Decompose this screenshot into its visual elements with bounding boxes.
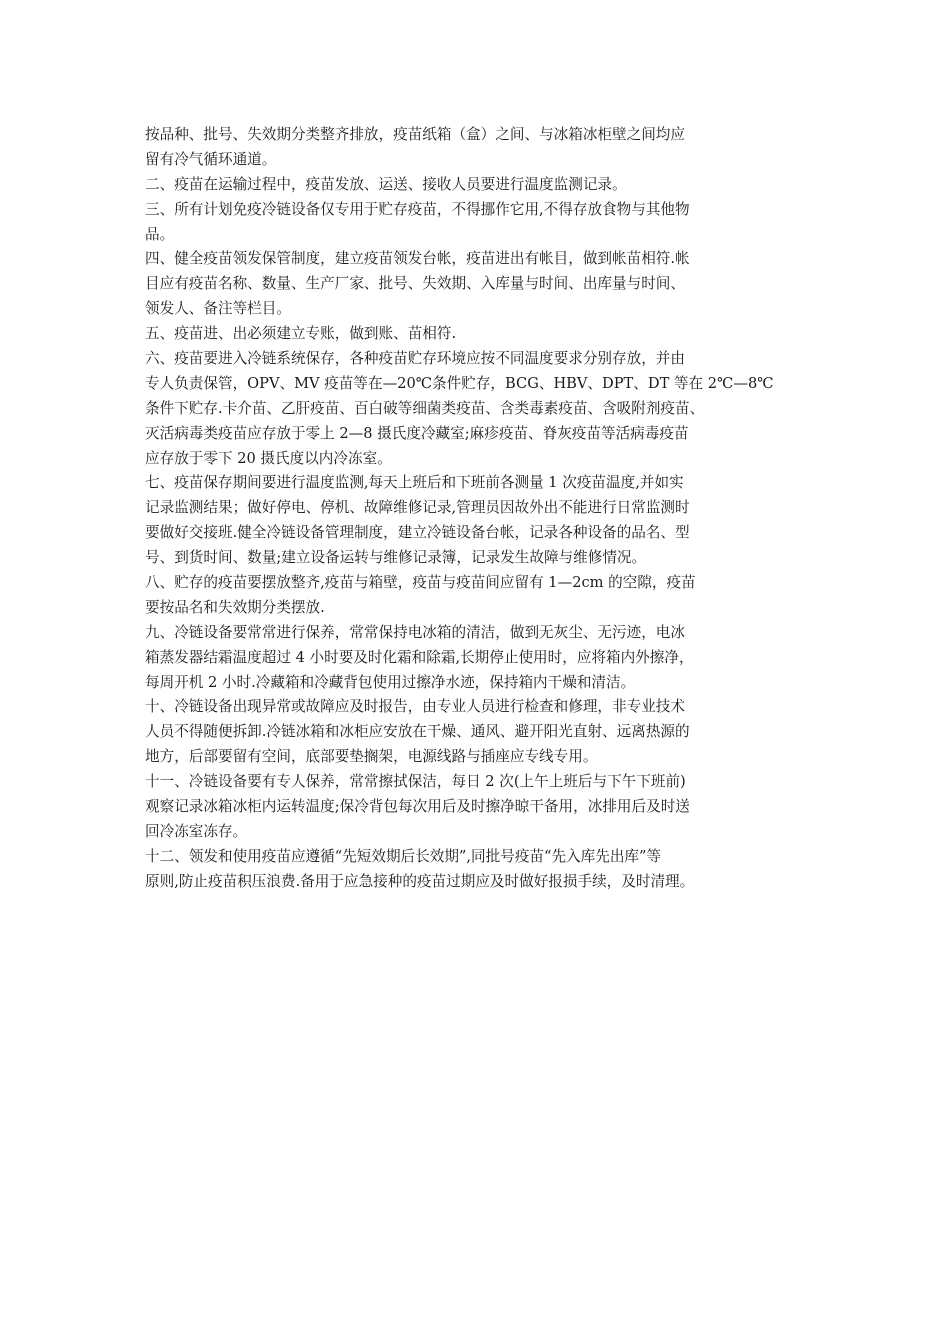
text-line: 目应有疫苗名称、数量、生产厂家、批号、失效期、入库量与时间、出库量与时间、: [145, 275, 685, 293]
text-line: 十二、领发和使用疫苗应遵循“先短效期后长效期”,同批号疫苗“先入库先出库”等: [145, 847, 662, 865]
text-line: 四、健全疫苗领发保管制度，建立疫苗领发台帐，疫苗进出有帐目，做到帐苗相符.帐: [145, 250, 690, 268]
text-line: 要做好交接班.健全冷链设备管理制度，建立冷链设备台帐，记录各种设备的品名、型: [145, 524, 690, 542]
text-line: 十一、冷链设备要有专人保养，常常擦拭保洁，每日 2 次(上午上班后与下午下班前): [145, 773, 686, 791]
text-line: 号、到货时间、数量;建立设备运转与维修记录簿，记录发生故障与维修情况。: [145, 549, 647, 567]
text-line: 人员不得随便拆卸.冷链冰箱和冰柜应安放在干燥、通风、避开阳光直射、远离热源的: [145, 723, 690, 741]
text-line: 应存放于零下 20 摄氏度以内冷冻室。: [145, 449, 392, 467]
text-line: 品。: [145, 225, 175, 243]
text-line: 留有冷气循环通道。: [145, 150, 277, 168]
text-line: 八、贮存的疫苗要摆放整齐,疫苗与箱壁，疫苗与疫苗间应留有 1—2cm 的空隙，疫苗: [145, 574, 696, 592]
text-line: 记录监测结果；做好停电、停机、故障维修记录,管理员因故外出不能进行日常监测时: [145, 499, 690, 517]
text-line: 二、疫苗在运输过程中，疫苗发放、运送、接收人员要进行温度监测记录。: [145, 175, 627, 193]
text-line: 灭活病毒类疫苗应存放于零上 2—8 摄氏度冷藏室;麻疹疫苗、脊灰疫苗等活病毒疫苗: [145, 424, 689, 442]
text-line: 五、疫苗进、出必须建立专账，做到账、苗相符.: [145, 325, 457, 343]
text-line: 条件下贮存.卡介苗、乙肝疫苗、百白破等细菌类疫苗、含类毒素疫苗、含吸附剂疫苗、: [145, 399, 705, 417]
text-line: 地方，后部要留有空间，底部要垫搁架，电源线路与插座应专线专用。: [145, 748, 598, 766]
text-line: 观察记录冰箱冰柜内运转温度;保冷背包每次用后及时擦净晾干备用，冰排用后及时送: [145, 798, 690, 816]
text-line: 专人负责保管，OPV、MV 疫苗等在—20℃条件贮存，BCG、HBV、DPT、DT 等在 2℃—8℃: [145, 374, 774, 392]
text-line: 九、冷链设备要常常进行保养，常常保持电冰箱的清洁，做到无灰尘、无污迹，电冰: [145, 623, 685, 641]
text-line: 领发人、备注等栏目。: [145, 300, 291, 318]
text-line: 要按品名和失效期分类摆放.: [145, 598, 325, 616]
document-body: [145, 123, 817, 895]
text-line: 六、疫苗要进入冷链系统保存，各种疫苗贮存环境应按不同温度要求分别存放，并由: [145, 350, 685, 368]
text-line: 箱蒸发器结霜温度超过 4 小时要及时化霜和除霜,长期停止使用时，应将箱内外擦净，: [145, 648, 694, 666]
text-line: 按品种、批号、失效期分类整齐排放，疫苗纸箱（盒）之间、与冰箱冰柜壁之间均应: [145, 126, 685, 143]
text-line: 三、所有计划免疫冷链设备仅专用于贮存疫苗，不得挪作它用,不得存放食物与其他物: [145, 200, 690, 218]
text-line: 十、冷链设备出现异常或故障应及时报告，由专业人员进行检查和修理，非专业技术: [145, 698, 685, 716]
text-line: 每周开机 2 小时.冷藏箱和冷藏背包使用过擦净水迹，保持箱内干燥和清洁。: [145, 673, 636, 691]
text-line: 原则,防止疫苗积压浪费.备用于应急接种的疫苗过期应及时做好报损手续，及时清理。: [145, 872, 695, 890]
text-line: 七、疫苗保存期间要进行温度监测,每天上班后和下班前各测量 1 次疫苗温度,并如实: [145, 474, 684, 492]
text-line: 回冷冻室冻存。: [145, 822, 248, 840]
